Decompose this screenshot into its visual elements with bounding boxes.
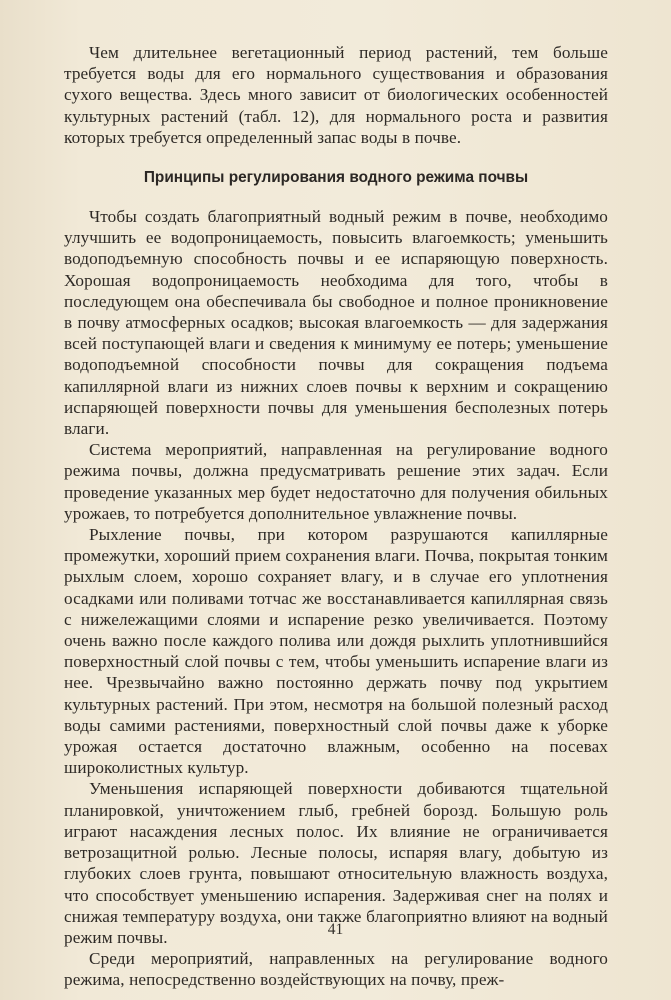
paragraph-measures-system: Система мероприятий, направленная на регулирование водного режима почвы, должна предусматривать решение этих задач. Если проведение указанных мер будет недостаточно для получения обильных урожаев, то потребуется дополнительное увлажнение почвы. xyxy=(64,440,608,523)
paragraph-loosening-soil: Рыхление почвы, при котором разрушаются капиллярные промежутки, хороший прием сохранения влаги. Почва, покрытая тонким рыхлым слоем, хорошо сохраняет влагу, и в случае его уплотнения осадками или поливами тотчас же восстанавливается капиллярная связь с нижележащими слоями и испарение резко увеличивается. Поэтому очень важно после каждого полива или дождя рыхлить уплотнившийся поверхностный слой почвы с тем, чтобы уменьшить испарение влаги из нее. Чрезвычайно важно постоянно держать почву под укрытием культурных растений. При этом, несмотря на большой полезный расход воды самими растениями, поверхностный слой почвы даже к уборке урожая остается достаточно влажным, особенно на посевах широколистных культур. xyxy=(64,525,608,778)
page-number: 41 xyxy=(327,921,344,938)
intro-paragraph: Чем длительнее вегетационный период растений, тем больше требуется воды для его нормального существования и образования сухого вещества. Здесь много зависит от биологических особенностей культурных растений (табл. 12), для нормального роста и развития которых требуется определенный запас воды в почве. xyxy=(64,43,608,147)
paragraph-measures-continued: Среди мероприятий, направленных на регулирование водного режима, непосредственно воздействующих на почву, преж- xyxy=(64,949,608,990)
paragraph-evaporating-surface: Уменьшения испаряющей поверхности добиваются тщательной планировкой, уничтожением глыб, гребней борозд. Большую роль играют насаждения лесных полос. Их влияние не ограничивается ветрозащитной ролью. Лесные полосы, испаряя влагу, добытую из глубоких слоев грунта, повышают относительную влажность воздуха, что способствует уменьшению испарения. Задерживая снег на полях и снижая температуру воздуха, они также благоприятно влияют на водный режим почвы. xyxy=(64,779,608,947)
paragraph-water-permeability: Чтобы создать благоприятный водный режим в почве, необходимо улучшить ее водопроницаемость, повысить влагоемкость; уменьшить водоподъемную способность почвы и ее испаряющую поверхность. Хорошая водопроницаемость необходима для того, чтобы в последующем она обеспечивала бы свободное и полное проникновение в почву атмосферных осадков; высокая влагоемкость — для задержания всей поступающей влаги и сведения к минимуму ее потерь; уменьшение водоподъемной способности почвы для сокращения подъема капиллярной влаги из нижних слоев почвы к верхним и сокращению испаряющей поверхности почвы для уменьшения бесполезных потерь влаги. xyxy=(64,207,608,439)
intro-block xyxy=(64,42,608,148)
section-body xyxy=(64,206,608,991)
section-heading: Принципы регулирования водного режима почвы xyxy=(143,169,529,186)
